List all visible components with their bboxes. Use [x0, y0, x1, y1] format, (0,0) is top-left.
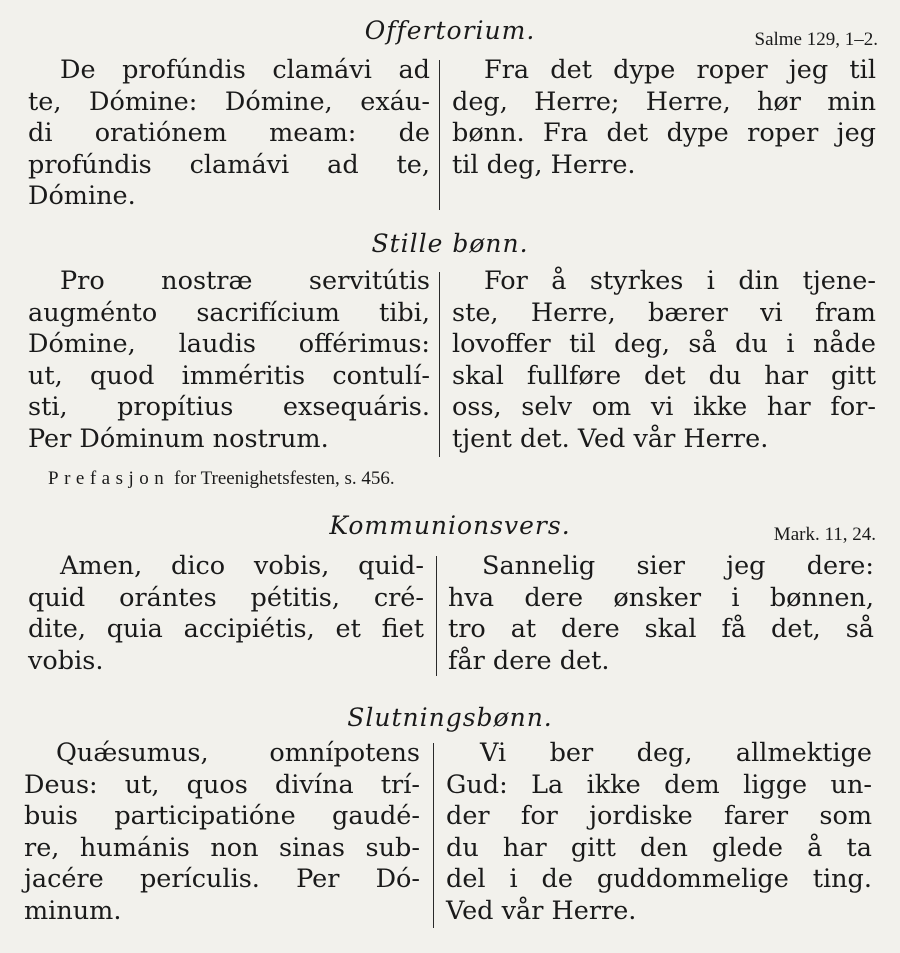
offertorium-norsk: [452, 55, 876, 181]
stille-bonn-norsk: [452, 266, 876, 456]
norsk-line: Gud: La ikke dem ligge un-: [446, 769, 872, 800]
norsk-line: tro at dere skal få det, så: [448, 614, 874, 645]
stille-bonn-heading: Stille bønn.: [371, 229, 529, 258]
latin-line: Per Dóminum nostrum.: [28, 423, 329, 454]
latin-line: ut, quod imméritis contulí-: [28, 360, 430, 391]
norsk-line: Fra det dype roper jeg til: [484, 55, 876, 85]
prefasjon-text: for Treenighetsfesten, s. 456.: [174, 468, 395, 489]
latin-line: De profúndis clamávi ad: [60, 55, 430, 85]
latin-line: buis participatióne gaudé-: [24, 801, 420, 832]
latin-line: di oratiónem meam: de: [28, 118, 430, 149]
latin-line: minum.: [24, 895, 122, 926]
slutningsbonn-latin: [24, 738, 420, 928]
column-divider: [433, 743, 434, 928]
latin-line: quid orántes pétitis, cré-: [28, 582, 424, 613]
norsk-line: skal fullføre det du har gitt: [452, 360, 876, 391]
latin-line: jacére perículis. Per Dó-: [24, 864, 420, 895]
norsk-line: ste, Herre, bærer vi fram: [452, 297, 876, 328]
norsk-line: lovoffer til deg, så du i nåde: [452, 329, 876, 360]
latin-line: Amen, dico vobis, quid-: [60, 551, 424, 581]
latin-line: Deus: ut, quos divína trí-: [24, 769, 420, 800]
column-divider: [439, 272, 440, 457]
slutningsbonn-norsk: [446, 738, 872, 928]
column-divider: [436, 556, 437, 676]
slutningsbonn-heading: Slutningsbønn.: [347, 703, 553, 732]
offertorium-heading: Offertorium.: [364, 16, 536, 45]
latin-line: Dómine, laudis offérimus:: [28, 329, 430, 360]
latin-line: Dómine.: [28, 181, 136, 212]
offertorium-reference: Salme 129, 1–2.: [754, 29, 878, 50]
latin-line: Pro nostræ servitútis: [60, 266, 430, 296]
norsk-line: deg, Herre; Herre, hør min: [452, 86, 876, 117]
norsk-line: Ved vår Herre.: [446, 895, 637, 926]
kommunionsvers-heading: Kommunionsvers.: [329, 511, 571, 540]
norsk-line: del i de guddommelige ting.: [446, 864, 872, 895]
offertorium-latin: [28, 55, 430, 213]
kommunionsvers-reference: Mark. 11, 24.: [773, 524, 876, 545]
norsk-line: bønn. Fra det dype roper jeg: [452, 118, 876, 149]
kommunionsvers-norsk: [448, 551, 874, 677]
latin-line: augménto sacrifícium tibi,: [28, 297, 430, 328]
latin-line: te, Dómine: Dómine, exáu-: [28, 86, 430, 117]
stille-bonn-latin: [28, 266, 430, 456]
norsk-line: der for jordiske farer som: [446, 801, 872, 832]
norsk-line: Sannelig sier jeg dere:: [482, 551, 874, 581]
latin-line: Quǽsumus, omnípotens: [56, 738, 420, 768]
column-divider: [439, 60, 440, 210]
prefasjon-label: Prefasjon: [48, 468, 170, 489]
latin-line: re, humánis non sinas sub-: [24, 832, 420, 863]
norsk-line: du har gitt den glede å ta: [446, 832, 872, 863]
norsk-line: For å styrkes i din tjene-: [484, 266, 876, 296]
latin-line: dite, quia accipiétis, et fiet: [28, 614, 424, 645]
norsk-line: oss, selv om vi ikke har for-: [452, 392, 876, 423]
norsk-line: hva dere ønsker i bønnen,: [448, 582, 874, 613]
norsk-line: til deg, Herre.: [452, 149, 636, 180]
latin-line: sti, propítius exsequáris.: [28, 392, 430, 423]
latin-line: vobis.: [28, 645, 104, 676]
prefasjon-note: [48, 468, 395, 490]
latin-line: profúndis clamávi ad te,: [28, 149, 430, 180]
kommunionsvers-latin: [28, 551, 424, 677]
norsk-line: Vi ber deg, allmektige: [480, 738, 872, 768]
norsk-line: får dere det.: [448, 645, 610, 676]
norsk-line: tjent det. Ved vår Herre.: [452, 423, 769, 454]
